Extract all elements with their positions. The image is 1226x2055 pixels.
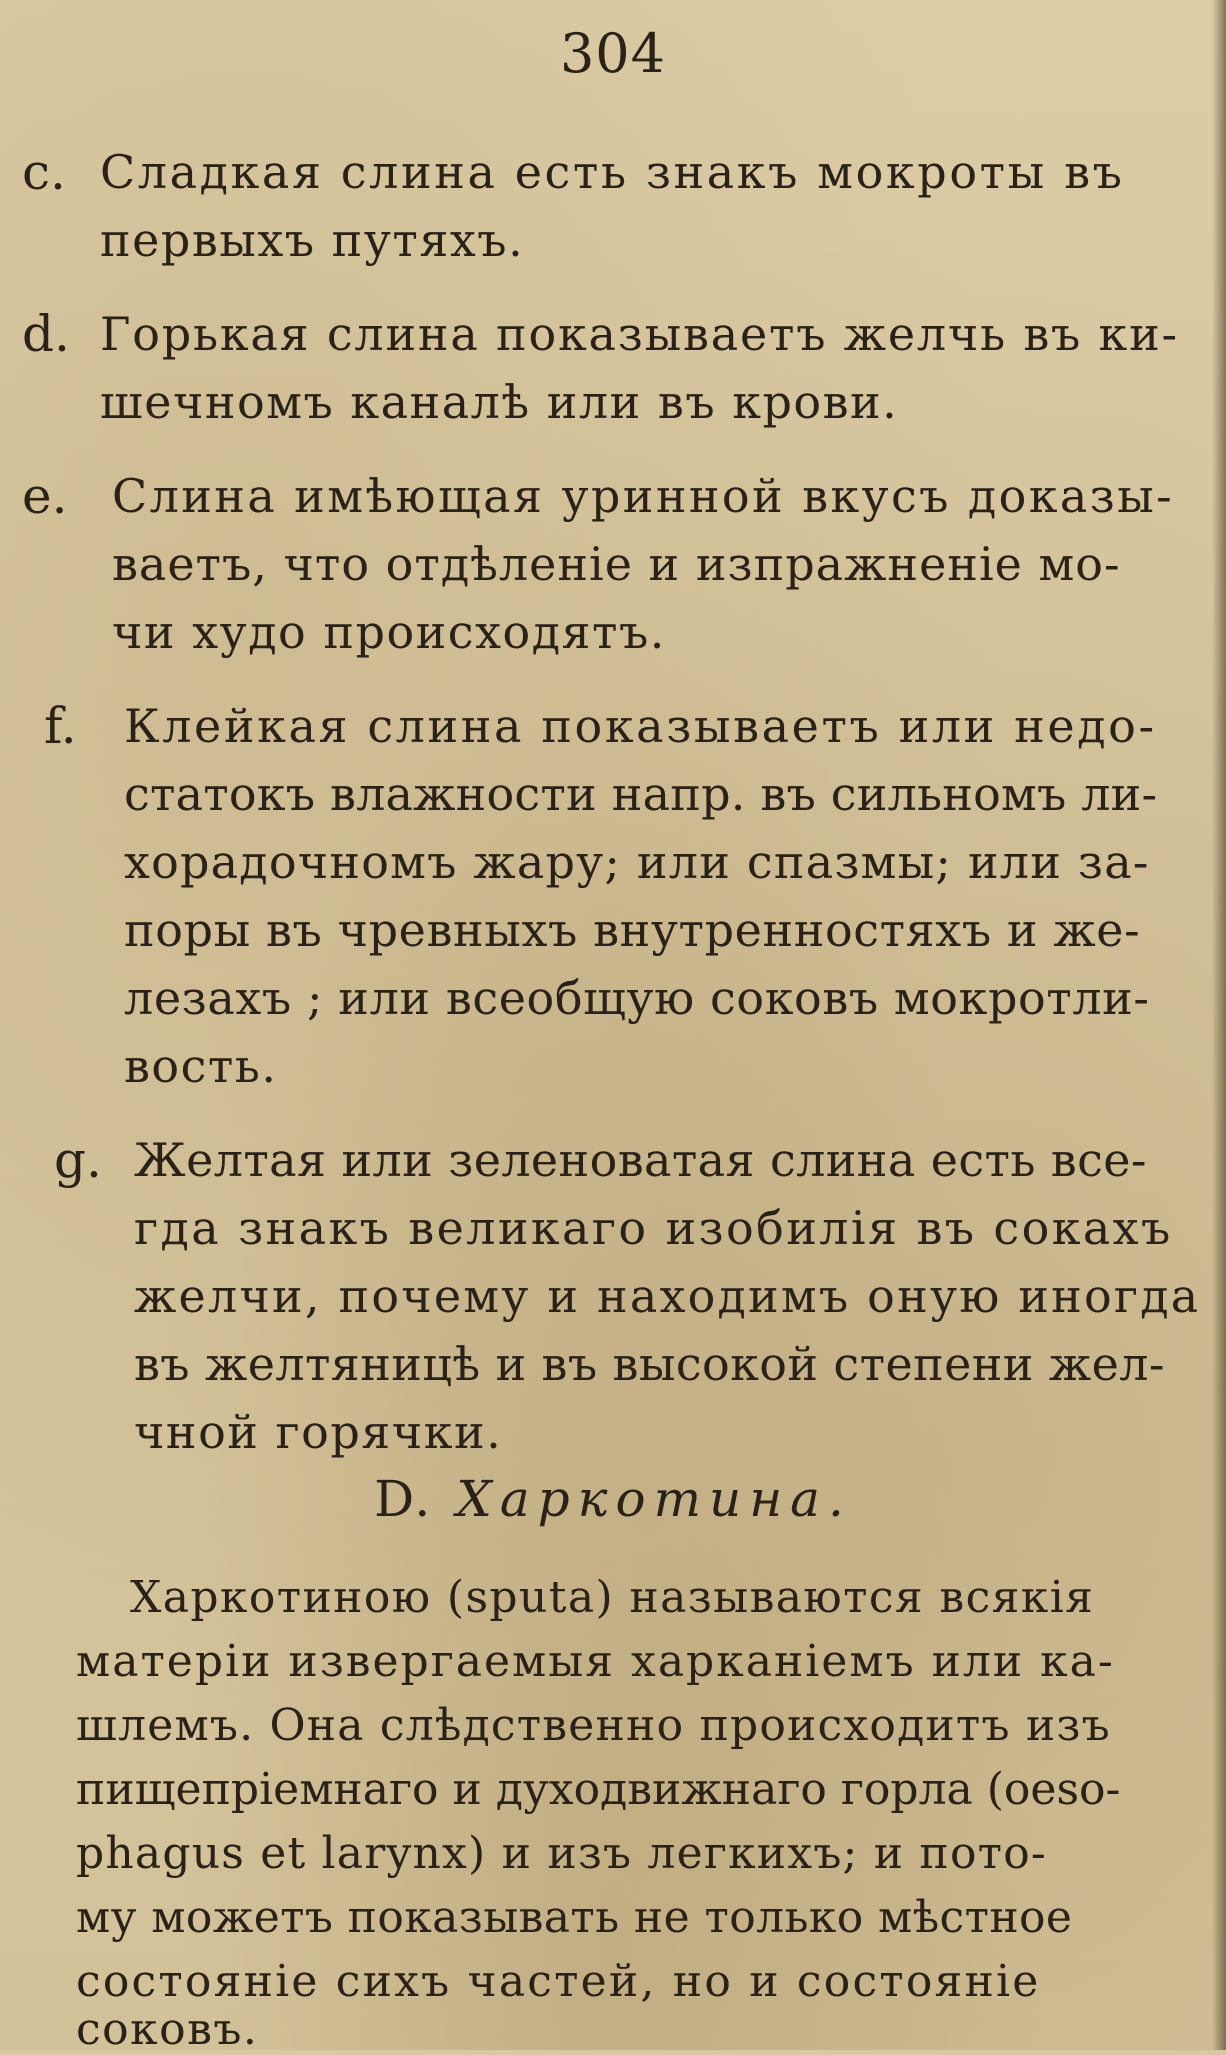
paragraph-line: му можетъ показывать не только мѣстное bbox=[76, 1892, 1073, 1943]
paragraph-line: соковъ. bbox=[76, 2004, 259, 2055]
item-marker: e. bbox=[22, 467, 68, 525]
paragraph-line: пищепріемнаго и духодвижнаго горла (oeso- bbox=[76, 1764, 1121, 1815]
paragraph-line: состояніе сихъ частей, но и состояніе bbox=[76, 1956, 1041, 2007]
item-line: вость. bbox=[124, 1039, 278, 1093]
item-line: хорадочномъ жару; или спазмы; или за- bbox=[124, 835, 1150, 889]
item-marker: f. bbox=[44, 697, 77, 755]
item-line: желчи, почему и находимъ оную иногда bbox=[134, 1269, 1201, 1323]
item-line: Клейкая слина показываетъ или недо- bbox=[124, 699, 1157, 753]
item-line: поры въ чревныхъ внутренностяхъ и же- bbox=[124, 903, 1141, 957]
section-heading bbox=[0, 1470, 1226, 1528]
item-line: Горькая слина показываетъ желчь въ ки- bbox=[100, 307, 1179, 361]
paragraph-line: Харкотиною (sputa) называются всякія bbox=[130, 1572, 1095, 1623]
item-line: ваетъ, что отдѣленіе и изпражненіе мо- bbox=[112, 537, 1121, 591]
page-number: 304 bbox=[559, 22, 667, 85]
item-marker: d. bbox=[22, 305, 70, 363]
paragraph-line: шлемъ. Она слѣдственно происходитъ изъ bbox=[76, 1700, 1111, 1751]
item-marker: c. bbox=[22, 143, 66, 201]
paragraph-line: phagus et larynx) и изъ легкихъ; и пото- bbox=[76, 1828, 1047, 1879]
item-line: гда знакъ великаго изобилія въ сокахъ bbox=[134, 1201, 1173, 1255]
item-line: первыхъ путяхъ. bbox=[100, 213, 525, 267]
item-line: въ желтяницѣ и въ высокой степени жел- bbox=[134, 1337, 1165, 1391]
item-line: Слина имѣющая уринной вкусъ доказы- bbox=[112, 469, 1175, 523]
section-letter: D. bbox=[374, 1470, 433, 1528]
item-line: шечномъ каналѣ или въ крови. bbox=[100, 375, 899, 429]
item-line: Желтая или зеленоватая слина есть все- bbox=[134, 1133, 1147, 1187]
item-line: лезахъ ; или всеобщую соковъ мокротли- bbox=[124, 971, 1150, 1025]
item-marker: g. bbox=[54, 1131, 102, 1189]
paragraph-line: матеріи извергаемыя харканіемъ или ка- bbox=[76, 1636, 1115, 1687]
item-line: статокъ влажности напр. въ сильномъ ли- bbox=[124, 767, 1158, 821]
item-line: чной горячки. bbox=[134, 1405, 503, 1459]
item-line: Сладкая слина есть знакъ мокроты въ bbox=[100, 145, 1125, 199]
section-title: Харкотина. bbox=[456, 1470, 852, 1528]
item-line: чи худо происходятъ. bbox=[112, 605, 666, 659]
